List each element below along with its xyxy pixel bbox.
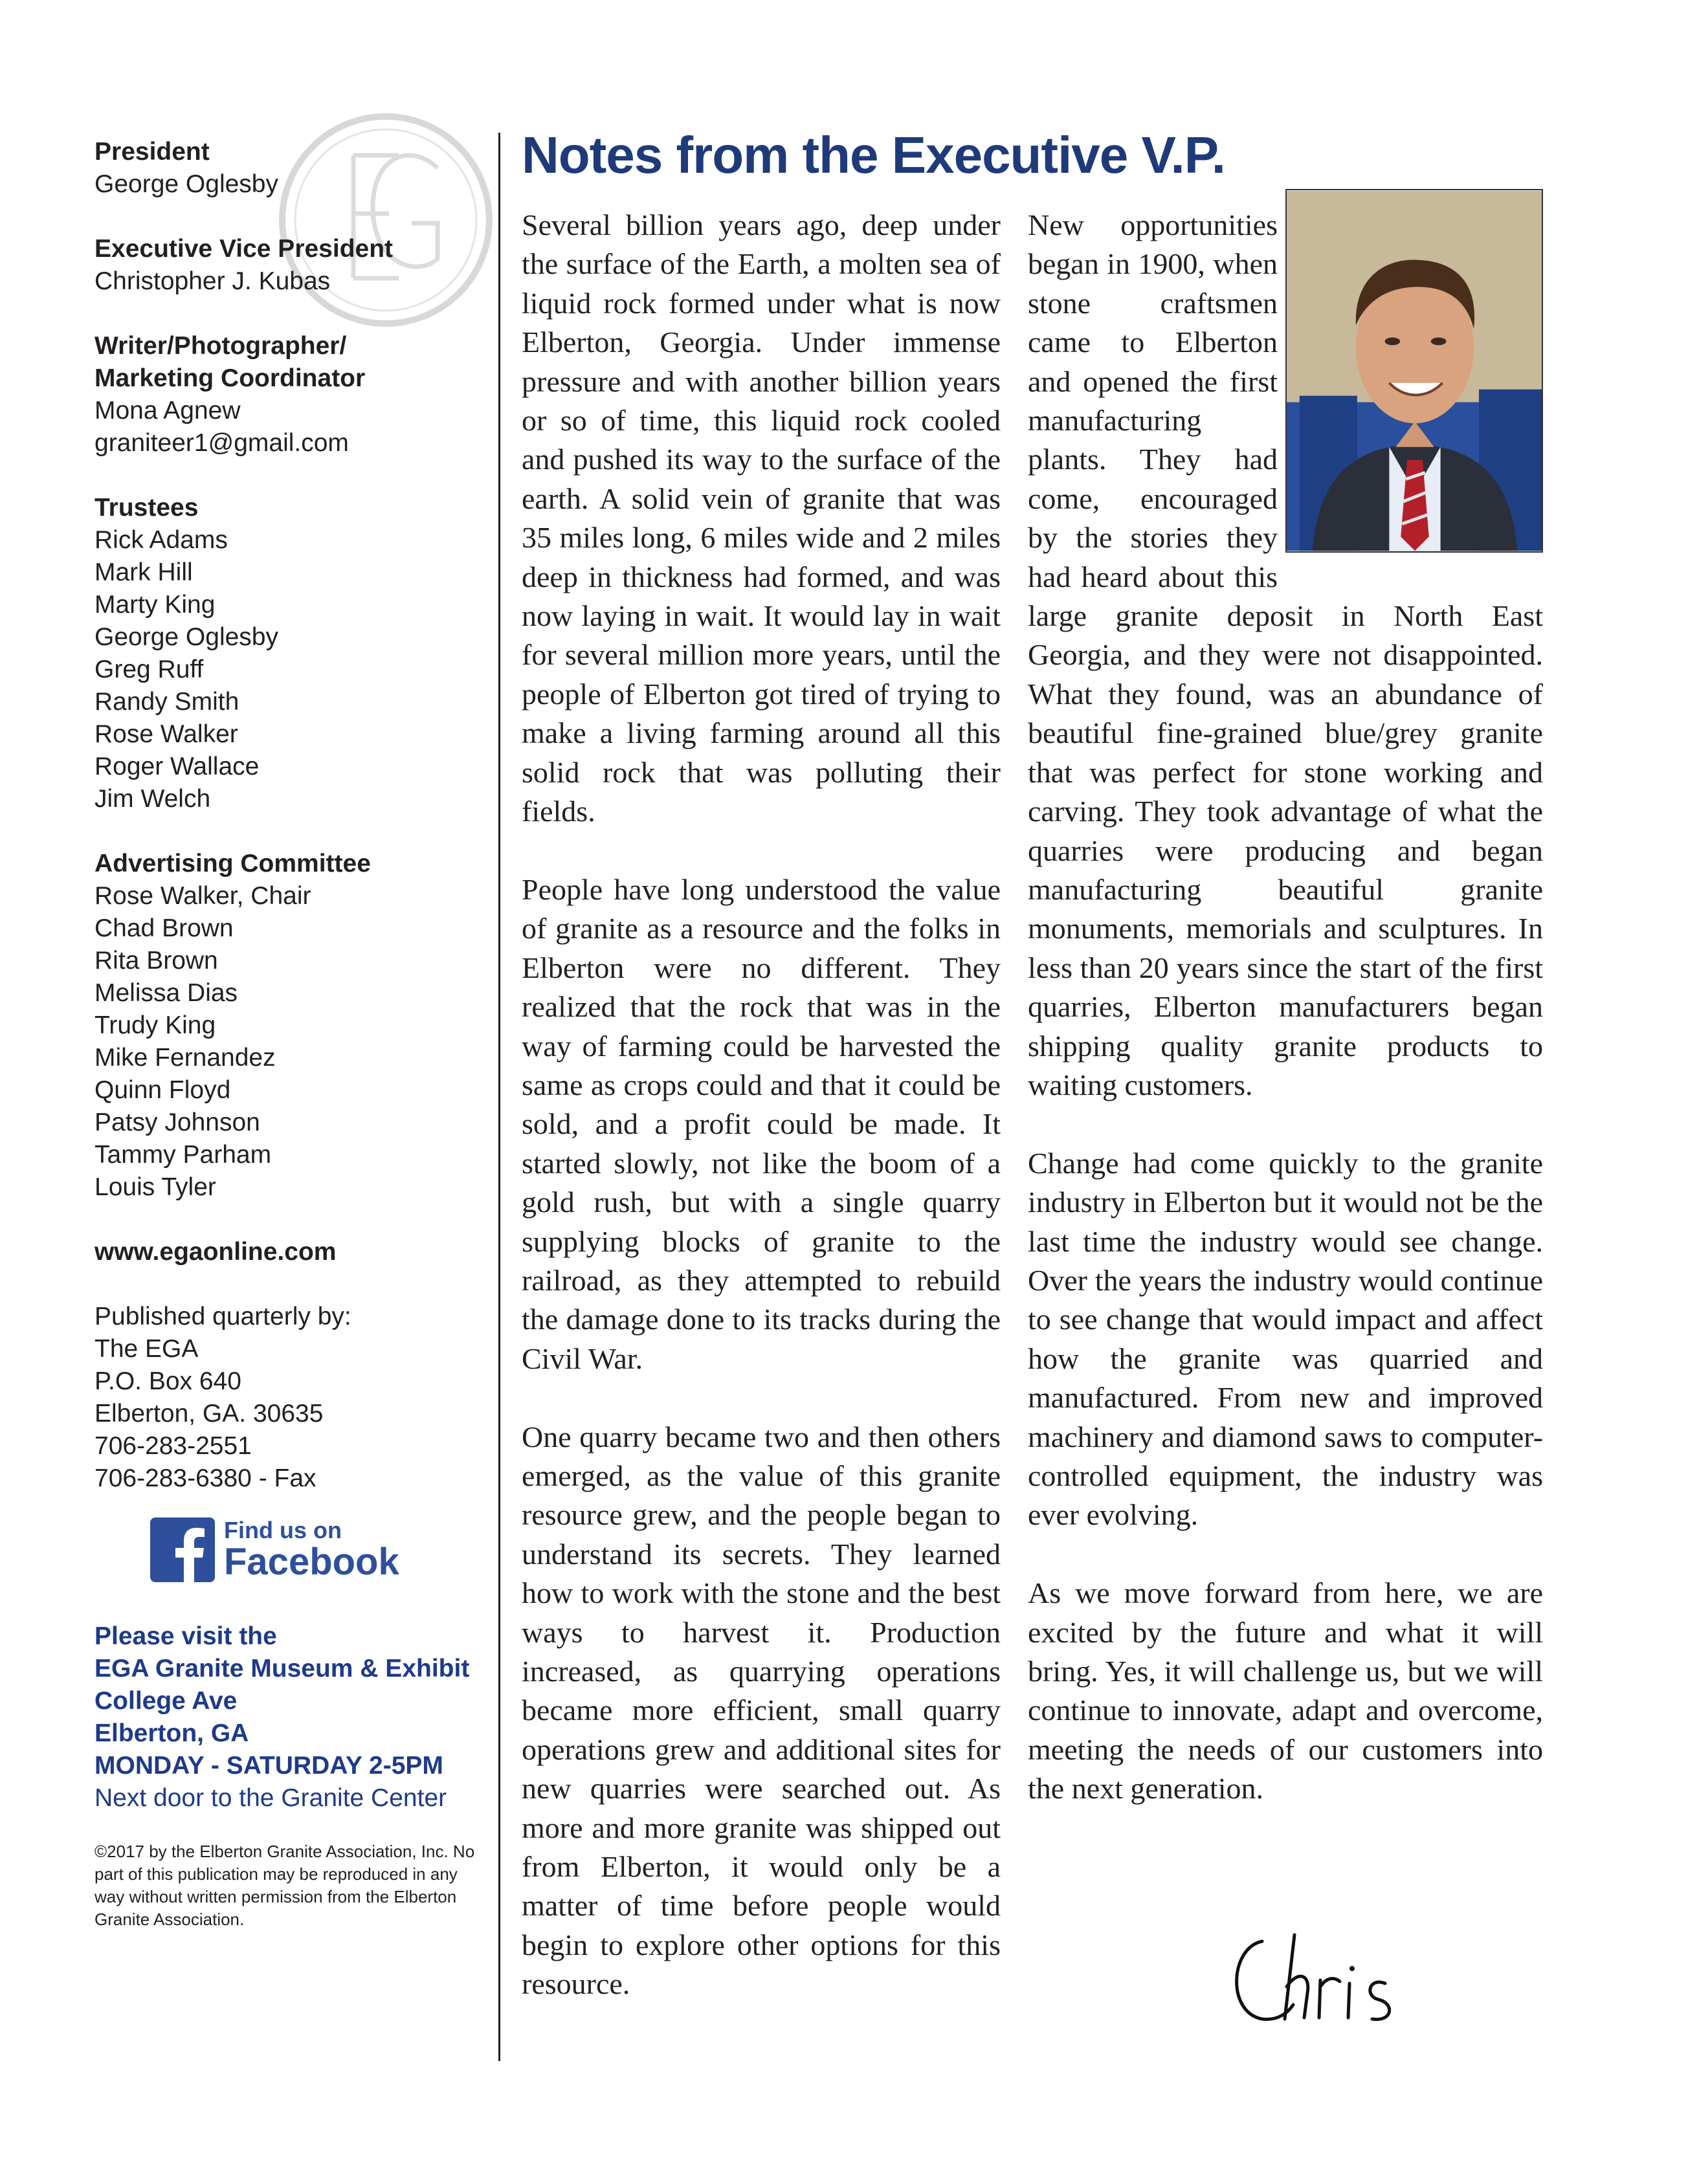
committee-member: Chad Brown [94, 914, 234, 942]
facebook-big-text: Facebook [224, 1541, 399, 1583]
visit-hours: MONDAY - SATURDAY 2-5PM [94, 1752, 443, 1780]
committee-member: Quinn Floyd [94, 1076, 231, 1104]
trustee-name: Jim Welch [94, 785, 211, 813]
article-paragraph: New opportunities began in 1900, when stone craftsmen came to Elberton and opened the first manufacturing plants. They had come, encouraged by the stories they had heard about this large granite deposit in North East Georgia, and they were not disappointed. What they found, was an abundance of beautiful fine-grained blue/grey granite that was perfect for stone working and carving. They took advantage of what the quarries were producing and began manufacturing beautiful granite monuments, memorials and sculptures. In less than 20 years since the start of the first quarries, Elberton manufacturers began shipping quality granite products to waiting customers. [1028, 208, 1543, 1101]
president-name: George Oglesby [94, 170, 278, 198]
facebook-badge[interactable] [150, 1514, 483, 1585]
writer-name: Mona Agnew [94, 397, 241, 425]
article-column-1 [522, 206, 1001, 2043]
website-block [94, 1236, 483, 1268]
writer-heading-2: Marketing Coordinator [94, 364, 366, 392]
trustee-name: Randy Smith [94, 688, 239, 716]
publisher-line: Elberton, GA. 30635 [94, 1400, 324, 1428]
publisher-line: The EGA [94, 1335, 199, 1363]
visit-note: Next door to the Granite Center [94, 1784, 447, 1812]
visit-line: EGA Granite Museum & Exhibit [94, 1655, 470, 1682]
advertising-heading: Advertising Committee [94, 850, 371, 877]
trustees-block [94, 492, 483, 815]
writer-block [94, 330, 483, 459]
facebook-label [224, 1518, 399, 1582]
copyright-notice: ©2017 by the Elberton Granite Association, Inc. No part of this publication may be reproduced in any way without written permission from the Elberton Granite Association. [94, 1842, 475, 1929]
committee-member: Trudy King [94, 1011, 216, 1039]
visit-line: Please visit the [94, 1622, 277, 1650]
facebook-icon [150, 1517, 215, 1582]
museum-visit-block [94, 1620, 483, 1814]
signature-chris [1217, 1915, 1437, 2045]
column-divider [498, 133, 500, 2061]
publisher-line: P.O. Box 640 [94, 1367, 241, 1395]
trustees-heading: Trustees [94, 494, 199, 522]
committee-member: Louis Tyler [94, 1173, 216, 1201]
masthead-sidebar [94, 136, 483, 1931]
president-block [94, 136, 483, 201]
committee-member: Mike Fernandez [94, 1044, 276, 1072]
trustee-name: Roger Wallace [94, 753, 260, 780]
trustee-name: George Oglesby [94, 623, 278, 651]
trustee-name: Mark Hill [94, 558, 193, 586]
writer-heading-1: Writer/Photographer/ [94, 332, 347, 360]
website-link[interactable]: www.egaonline.com [94, 1238, 337, 1266]
president-heading: President [94, 138, 210, 166]
publisher-phone: 706-283-2551 [94, 1432, 252, 1460]
article-paragraph: One quarry became two and then others emerged, as the value of this granite resource grew, and the people began to understand its secrets. They learned how to work with the stone and the best ways to harvest it. Production increased, as quarrying operations became more efficient, small quarry operations grew and additional sites for new quarries were searched out. As more and more granite was shipped out from Elberton, it would only be a matter of time before people would begin to explore other options for this resource. [522, 1420, 1001, 2001]
committee-member: Rita Brown [94, 947, 218, 975]
committee-member: Rose Walker, Chair [94, 882, 311, 910]
advertising-committee-block [94, 848, 483, 1204]
article-title: Notes from the Executive V.P. [522, 126, 1226, 184]
trustee-name: Marty King [94, 591, 216, 619]
publisher-fax: 706-283-6380 - Fax [94, 1464, 316, 1492]
facebook-small-text: Find us on [224, 1517, 342, 1543]
executive-vp-name: Christopher J. Kubas [94, 267, 331, 295]
visit-line: College Ave [94, 1687, 238, 1715]
committee-member: Tammy Parham [94, 1141, 272, 1169]
article-paragraph: As we move forward from here, we are excited by the future and what it will bring. Yes, it will challenge us, but we will continue to innovate, adapt and overcome, meeting the needs of our customers into the next generation. [1028, 1576, 1543, 1805]
publisher-line: Published quarterly by: [94, 1303, 351, 1330]
article-paragraph: People have long understood the value of granite as a resource and the folks in Elberton were no different. They realized that the rock that was in the way of farming could be harvested the same as crops could and that it could be sold, and a profit could be made. It started slowly, not like the boom of a gold rush, but with a single quarry supplying blocks of granite to the railroad, as they attempted to rebuild the damage done to its tracks during the Civil War. [522, 872, 1001, 1375]
committee-member: Patsy Johnson [94, 1109, 260, 1136]
committee-member: Melissa Dias [94, 979, 238, 1007]
article-paragraph: Change had come quickly to the granite industry in Elberton but it would not be the last time the industry would see change. Over the years the industry would continue to see change that would impact and affect how the granite was quarried and manufactured. From new and improved machinery and diamond saws to computer-controlled equipment, the industry was ever evolving. [1028, 1146, 1543, 1532]
trustee-name: Greg Ruff [94, 656, 204, 683]
trustee-name: Rose Walker [94, 720, 238, 748]
executive-vp-block [94, 233, 483, 298]
trustee-name: Rick Adams [94, 526, 228, 554]
publisher-block [94, 1301, 483, 1495]
visit-line: Elberton, GA [94, 1719, 249, 1747]
article-paragraph: Several billion years ago, deep under the surface of the Earth, a molten sea of liquid rock formed under what is now Elberton, Georgia. Under immense pressure and with another billion years or so of time, this liquid rock cooled and pushed its way to the surface of the earth. A solid vein of granite that was 35 miles long, 6 miles wide and 2 miles deep in thickness had formed, and was now laying in wait. It would lay in wait for several million more years, until the people of Elberton got tired of trying to make a living farming around all this solid rock that was polluting their fields. [522, 208, 1001, 828]
writer-email[interactable]: graniteer1@gmail.com [94, 429, 349, 457]
executive-vp-portrait [1285, 189, 1543, 553]
executive-vp-heading: Executive Vice President [94, 235, 394, 263]
